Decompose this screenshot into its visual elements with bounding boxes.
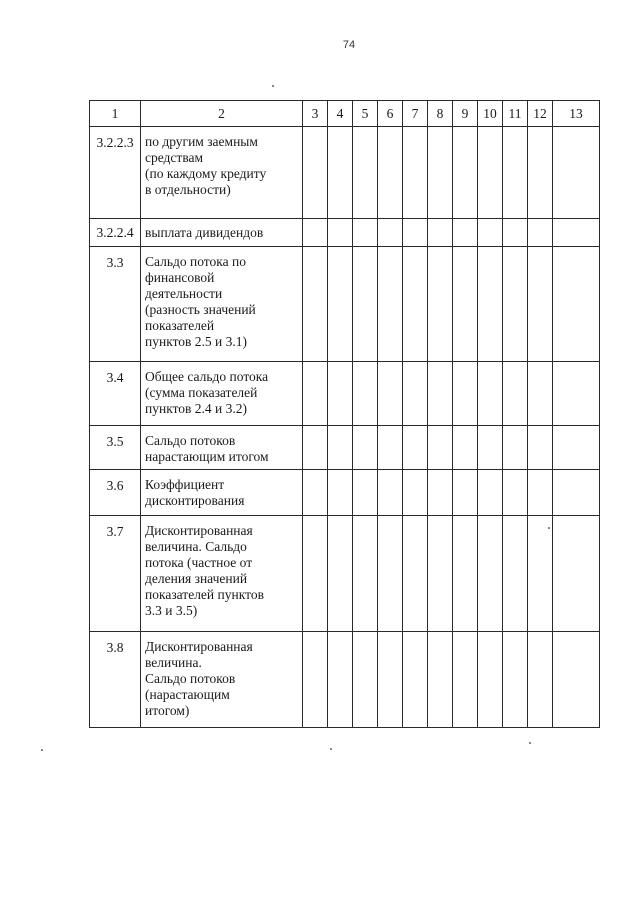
table-header-row — [90, 101, 600, 127]
table-row — [90, 470, 600, 516]
table-row — [90, 426, 600, 470]
row-name: Дисконтированная величина. Сальдо потока (частное от деления значений показателей пунктов 3.3 и 3.5) — [141, 516, 303, 632]
header-cell-10: 10 — [478, 101, 503, 127]
row-number: 3.8 — [90, 632, 141, 728]
header-cell-1: 1 — [90, 101, 141, 127]
header-cell-9: 9 — [453, 101, 478, 127]
table-row — [90, 362, 600, 426]
scan-speck — [548, 527, 550, 529]
row-name: по другим заемным средствам (по каждому кредиту в отдельности) — [141, 127, 303, 219]
row-name: Общее сальдо потока (сумма показателей пунктов 2.4 и 3.2) — [141, 362, 303, 426]
table-row — [90, 247, 600, 362]
table-row — [90, 127, 600, 219]
header-cell-4: 4 — [328, 101, 353, 127]
page-number: 74 — [342, 39, 356, 51]
row-name: Сальдо потоков нарастающим итогом — [141, 426, 303, 470]
row-number: 3.2.2.4 — [90, 219, 141, 247]
header-cell-12: 12 — [528, 101, 553, 127]
scan-speck — [272, 85, 274, 87]
row-name: Дисконтированная величина. Сальдо потоков (нарастающим итогом) — [141, 632, 303, 728]
row-name: выплата дивидендов — [141, 219, 303, 247]
header-cell-3: 3 — [303, 101, 328, 127]
table-row — [90, 516, 600, 632]
header-cell-8: 8 — [428, 101, 453, 127]
row-number: 3.6 — [90, 470, 141, 516]
row-name: Сальдо потока по финансовой деятельности (разность значений показателей пунктов 2.5 и 3.1) — [141, 247, 303, 362]
header-cell-5: 5 — [353, 101, 378, 127]
scan-speck — [41, 749, 43, 751]
row-number: 3.3 — [90, 247, 141, 362]
header-cell-6: 6 — [378, 101, 403, 127]
row-number: 3.5 — [90, 426, 141, 470]
header-cell-13: 13 — [553, 101, 600, 127]
scan-speck — [529, 742, 531, 744]
table-row — [90, 632, 600, 728]
header-cell-11: 11 — [503, 101, 528, 127]
cash-flow-table — [89, 100, 600, 728]
header-cell-7: 7 — [403, 101, 428, 127]
row-number: 3.2.2.3 — [90, 127, 141, 219]
row-number: 3.7 — [90, 516, 141, 632]
row-number: 3.4 — [90, 362, 141, 426]
scan-speck — [330, 748, 332, 750]
header-cell-2: 2 — [141, 101, 303, 127]
table-row — [90, 219, 600, 247]
row-name: Коэффициент дисконтирования — [141, 470, 303, 516]
